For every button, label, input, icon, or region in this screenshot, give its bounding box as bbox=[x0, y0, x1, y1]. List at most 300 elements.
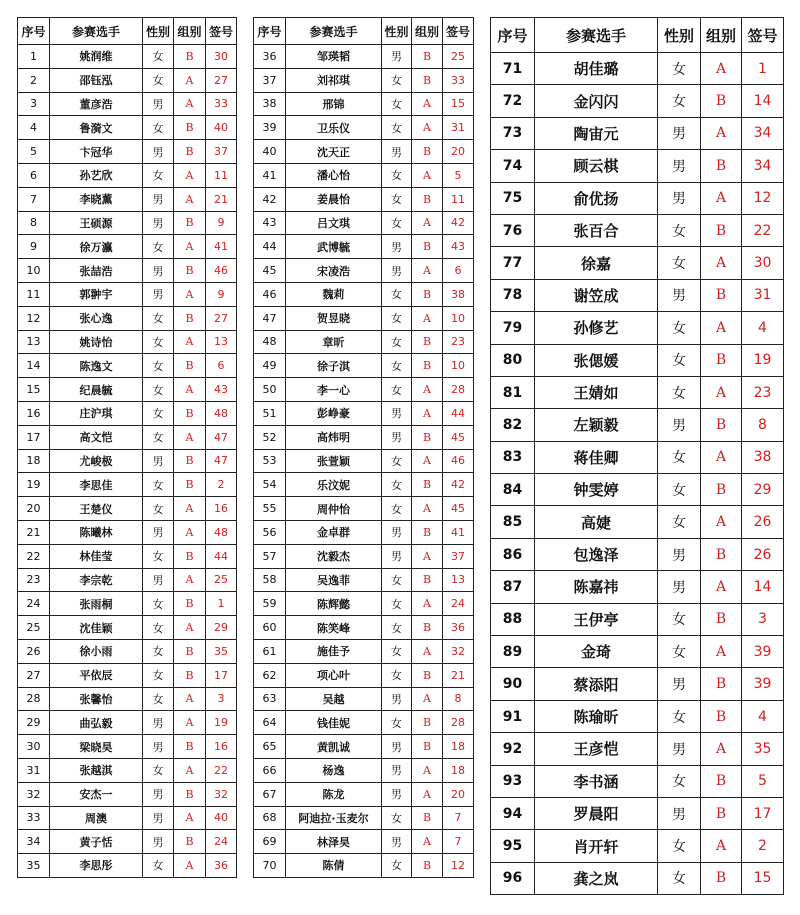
draw-cell: 15 bbox=[742, 862, 784, 894]
gender-cell: 女 bbox=[143, 163, 174, 187]
draw-cell: 34 bbox=[742, 117, 784, 149]
name-cell: 彭峥豪 bbox=[286, 401, 382, 425]
seq-cell: 51 bbox=[254, 401, 286, 425]
gender-cell: 男 bbox=[658, 797, 701, 829]
group-cell: B bbox=[701, 700, 742, 732]
draw-cell: 33 bbox=[443, 68, 474, 92]
gender-cell: 女 bbox=[382, 568, 412, 592]
group-cell: B bbox=[412, 45, 443, 69]
table-row bbox=[254, 259, 474, 283]
name-cell: 周仲怡 bbox=[286, 497, 382, 521]
seq-cell: 25 bbox=[18, 616, 50, 640]
table-row bbox=[254, 163, 474, 187]
group-cell: A bbox=[174, 235, 206, 259]
draw-cell: 10 bbox=[443, 354, 474, 378]
group-cell: B bbox=[412, 330, 443, 354]
gender-cell: 女 bbox=[143, 116, 174, 140]
name-cell: 林佳莹 bbox=[50, 544, 143, 568]
draw-cell: 15 bbox=[443, 92, 474, 116]
draw-cell: 32 bbox=[443, 639, 474, 663]
draw-cell: 38 bbox=[443, 282, 474, 306]
name-cell: 武博毓 bbox=[286, 235, 382, 259]
seq-cell: 64 bbox=[254, 711, 286, 735]
name-cell: 张萱颖 bbox=[286, 449, 382, 473]
table-row bbox=[18, 520, 237, 544]
seq-cell: 93 bbox=[491, 765, 535, 797]
name-cell: 蔡添阳 bbox=[535, 668, 658, 700]
seq-cell: 70 bbox=[254, 854, 286, 878]
gender-cell: 女 bbox=[143, 306, 174, 330]
table-row bbox=[18, 187, 237, 211]
table-row bbox=[18, 354, 237, 378]
seq-cell: 86 bbox=[491, 538, 535, 570]
table-row bbox=[254, 854, 474, 878]
group-cell: B bbox=[174, 354, 206, 378]
name-cell: 庄沪琪 bbox=[50, 401, 143, 425]
name-cell: 张雨桐 bbox=[50, 592, 143, 616]
table-row bbox=[254, 544, 474, 568]
gender-cell: 男 bbox=[382, 425, 412, 449]
group-cell: B bbox=[412, 354, 443, 378]
name-cell: 周澳 bbox=[50, 806, 143, 830]
group-cell: A bbox=[701, 247, 742, 279]
name-cell: 张偲媛 bbox=[535, 344, 658, 376]
name-cell: 王彦恺 bbox=[535, 733, 658, 765]
draw-cell: 5 bbox=[742, 765, 784, 797]
seq-cell: 11 bbox=[18, 282, 50, 306]
seq-cell: 96 bbox=[491, 862, 535, 894]
name-cell: 陈倩 bbox=[286, 854, 382, 878]
table-row bbox=[254, 616, 474, 640]
seq-cell: 31 bbox=[18, 758, 50, 782]
table-row bbox=[491, 700, 784, 732]
draw-cell: 16 bbox=[206, 735, 237, 759]
gender-cell: 女 bbox=[143, 687, 174, 711]
table-row bbox=[18, 639, 237, 663]
name-cell: 徐嘉 bbox=[535, 247, 658, 279]
gender-cell: 男 bbox=[658, 538, 701, 570]
group-cell: B bbox=[701, 409, 742, 441]
gender-cell: 男 bbox=[382, 687, 412, 711]
table-row bbox=[18, 211, 237, 235]
gender-cell: 男 bbox=[382, 140, 412, 164]
seq-cell: 30 bbox=[18, 735, 50, 759]
roster-table-1 bbox=[17, 17, 237, 878]
draw-cell: 37 bbox=[443, 544, 474, 568]
seq-cell: 45 bbox=[254, 259, 286, 283]
name-cell: 张心逸 bbox=[50, 306, 143, 330]
table-row bbox=[18, 425, 237, 449]
table-row bbox=[491, 765, 784, 797]
group-cell: A bbox=[701, 53, 742, 85]
table-row bbox=[254, 568, 474, 592]
name-cell: 金琦 bbox=[535, 636, 658, 668]
table-row bbox=[491, 830, 784, 862]
table-row bbox=[254, 378, 474, 402]
gender-cell: 男 bbox=[143, 806, 174, 830]
gender-cell: 女 bbox=[658, 636, 701, 668]
seq-cell: 23 bbox=[18, 568, 50, 592]
gender-cell: 女 bbox=[143, 425, 174, 449]
name-cell: 卫乐仪 bbox=[286, 116, 382, 140]
gender-cell: 女 bbox=[143, 758, 174, 782]
group-cell: A bbox=[174, 163, 206, 187]
name-cell: 龚之岚 bbox=[535, 862, 658, 894]
gender-cell: 女 bbox=[143, 45, 174, 69]
table-row bbox=[491, 182, 784, 214]
seq-cell: 87 bbox=[491, 571, 535, 603]
draw-cell: 24 bbox=[206, 830, 237, 854]
table-row bbox=[254, 711, 474, 735]
seq-cell: 35 bbox=[18, 854, 50, 878]
table-row bbox=[18, 330, 237, 354]
group-cell: A bbox=[412, 782, 443, 806]
gender-cell: 男 bbox=[658, 279, 701, 311]
gender-cell: 男 bbox=[143, 830, 174, 854]
name-cell: 陶宙元 bbox=[535, 117, 658, 149]
seq-cell: 49 bbox=[254, 354, 286, 378]
name-cell: 李书涵 bbox=[535, 765, 658, 797]
draw-cell: 38 bbox=[742, 441, 784, 473]
gender-cell: 女 bbox=[143, 592, 174, 616]
group-cell: B bbox=[412, 140, 443, 164]
draw-cell: 48 bbox=[206, 401, 237, 425]
seq-cell: 1 bbox=[18, 45, 50, 69]
group-cell: A bbox=[412, 830, 443, 854]
table-row bbox=[18, 45, 237, 69]
gender-cell: 女 bbox=[143, 401, 174, 425]
draw-cell: 23 bbox=[443, 330, 474, 354]
table-row bbox=[18, 235, 237, 259]
draw-cell: 2 bbox=[742, 830, 784, 862]
gender-cell: 男 bbox=[382, 830, 412, 854]
gender-cell: 男 bbox=[658, 571, 701, 603]
group-cell: A bbox=[412, 687, 443, 711]
gender-cell: 女 bbox=[382, 449, 412, 473]
group-cell: B bbox=[412, 806, 443, 830]
header-name: 参赛选手 bbox=[286, 18, 382, 45]
name-cell: 鲁漪文 bbox=[50, 116, 143, 140]
gender-cell: 女 bbox=[658, 603, 701, 635]
group-cell: B bbox=[412, 473, 443, 497]
draw-cell: 28 bbox=[443, 378, 474, 402]
draw-cell: 33 bbox=[206, 92, 237, 116]
seq-cell: 33 bbox=[18, 806, 50, 830]
draw-cell: 35 bbox=[206, 639, 237, 663]
name-cell: 胡佳璐 bbox=[535, 53, 658, 85]
gender-cell: 女 bbox=[658, 765, 701, 797]
draw-cell: 27 bbox=[206, 68, 237, 92]
group-cell: A bbox=[412, 592, 443, 616]
draw-cell: 18 bbox=[443, 735, 474, 759]
gender-cell: 女 bbox=[658, 85, 701, 117]
gender-cell: 女 bbox=[658, 441, 701, 473]
draw-cell: 9 bbox=[206, 211, 237, 235]
group-cell: B bbox=[174, 544, 206, 568]
name-cell: 黄凯诚 bbox=[286, 735, 382, 759]
gender-cell: 女 bbox=[382, 616, 412, 640]
draw-cell: 21 bbox=[443, 663, 474, 687]
table-row bbox=[491, 603, 784, 635]
draw-cell: 30 bbox=[206, 45, 237, 69]
gender-cell: 女 bbox=[143, 639, 174, 663]
table-row bbox=[18, 711, 237, 735]
gender-cell: 男 bbox=[143, 140, 174, 164]
name-cell: 邵钰泓 bbox=[50, 68, 143, 92]
group-cell: B bbox=[701, 85, 742, 117]
seq-cell: 55 bbox=[254, 497, 286, 521]
draw-cell: 42 bbox=[443, 473, 474, 497]
group-cell: A bbox=[701, 506, 742, 538]
table-row bbox=[254, 425, 474, 449]
draw-cell: 44 bbox=[206, 544, 237, 568]
draw-cell: 31 bbox=[742, 279, 784, 311]
table-body bbox=[491, 53, 784, 895]
name-cell: 吴越 bbox=[286, 687, 382, 711]
seq-cell: 46 bbox=[254, 282, 286, 306]
draw-cell: 21 bbox=[206, 187, 237, 211]
group-cell: B bbox=[174, 211, 206, 235]
seq-cell: 27 bbox=[18, 663, 50, 687]
seq-cell: 8 bbox=[18, 211, 50, 235]
draw-cell: 12 bbox=[443, 854, 474, 878]
seq-cell: 12 bbox=[18, 306, 50, 330]
draw-cell: 44 bbox=[443, 401, 474, 425]
name-cell: 高炜明 bbox=[286, 425, 382, 449]
seq-cell: 77 bbox=[491, 247, 535, 279]
gender-cell: 男 bbox=[143, 449, 174, 473]
table-row bbox=[254, 354, 474, 378]
seq-cell: 5 bbox=[18, 140, 50, 164]
gender-cell: 男 bbox=[143, 92, 174, 116]
group-cell: B bbox=[412, 568, 443, 592]
name-cell: 施佳予 bbox=[286, 639, 382, 663]
table-row bbox=[254, 92, 474, 116]
seq-cell: 89 bbox=[491, 636, 535, 668]
seq-cell: 53 bbox=[254, 449, 286, 473]
seq-cell: 88 bbox=[491, 603, 535, 635]
group-cell: A bbox=[701, 182, 742, 214]
seq-cell: 73 bbox=[491, 117, 535, 149]
table-row bbox=[254, 45, 474, 69]
table-row bbox=[18, 592, 237, 616]
group-cell: A bbox=[701, 441, 742, 473]
name-cell: 徐子淇 bbox=[286, 354, 382, 378]
table-row bbox=[254, 116, 474, 140]
table-row bbox=[18, 140, 237, 164]
name-cell: 王硕源 bbox=[50, 211, 143, 235]
group-cell: B bbox=[701, 474, 742, 506]
name-cell: 宋凌浩 bbox=[286, 259, 382, 283]
draw-cell: 6 bbox=[206, 354, 237, 378]
seq-cell: 16 bbox=[18, 401, 50, 425]
table-row bbox=[254, 401, 474, 425]
table-row bbox=[254, 282, 474, 306]
header-gender: 性别 bbox=[143, 18, 174, 45]
gender-cell: 男 bbox=[382, 758, 412, 782]
table-row bbox=[491, 474, 784, 506]
seq-cell: 42 bbox=[254, 187, 286, 211]
draw-cell: 7 bbox=[443, 830, 474, 854]
draw-cell: 29 bbox=[206, 616, 237, 640]
seq-cell: 21 bbox=[18, 520, 50, 544]
name-cell: 安杰一 bbox=[50, 782, 143, 806]
gender-cell: 男 bbox=[382, 544, 412, 568]
group-cell: B bbox=[412, 663, 443, 687]
draw-cell: 24 bbox=[443, 592, 474, 616]
draw-cell: 18 bbox=[443, 758, 474, 782]
draw-cell: 11 bbox=[206, 163, 237, 187]
name-cell: 钱佳妮 bbox=[286, 711, 382, 735]
seq-cell: 39 bbox=[254, 116, 286, 140]
seq-cell: 6 bbox=[18, 163, 50, 187]
seq-cell: 37 bbox=[254, 68, 286, 92]
draw-cell: 42 bbox=[443, 211, 474, 235]
table-row bbox=[254, 497, 474, 521]
name-cell: 平依辰 bbox=[50, 663, 143, 687]
table-row bbox=[491, 441, 784, 473]
draw-cell: 20 bbox=[443, 140, 474, 164]
table-row bbox=[254, 639, 474, 663]
group-cell: B bbox=[412, 711, 443, 735]
table-row bbox=[491, 571, 784, 603]
group-cell: A bbox=[412, 259, 443, 283]
gender-cell: 男 bbox=[658, 117, 701, 149]
seq-cell: 2 bbox=[18, 68, 50, 92]
name-cell: 左颖毅 bbox=[535, 409, 658, 441]
header-draw: 签号 bbox=[742, 18, 784, 53]
group-cell: B bbox=[412, 616, 443, 640]
group-cell: A bbox=[412, 544, 443, 568]
table-row bbox=[491, 247, 784, 279]
name-cell: 梁晓昊 bbox=[50, 735, 143, 759]
draw-cell: 16 bbox=[206, 497, 237, 521]
group-cell: A bbox=[174, 378, 206, 402]
header-group: 组别 bbox=[412, 18, 443, 45]
seq-cell: 29 bbox=[18, 711, 50, 735]
name-cell: 吴逸菲 bbox=[286, 568, 382, 592]
table-body bbox=[254, 45, 474, 878]
header-seq: 序号 bbox=[18, 18, 50, 45]
table-row bbox=[18, 378, 237, 402]
group-cell: A bbox=[412, 639, 443, 663]
table-row bbox=[491, 150, 784, 182]
draw-cell: 22 bbox=[742, 214, 784, 246]
group-cell: B bbox=[701, 862, 742, 894]
draw-cell: 22 bbox=[206, 758, 237, 782]
group-cell: B bbox=[412, 854, 443, 878]
seq-cell: 22 bbox=[18, 544, 50, 568]
name-cell: 姜晨怡 bbox=[286, 187, 382, 211]
group-cell: A bbox=[412, 401, 443, 425]
draw-cell: 17 bbox=[206, 663, 237, 687]
draw-cell: 36 bbox=[443, 616, 474, 640]
group-cell: B bbox=[174, 259, 206, 283]
draw-cell: 29 bbox=[742, 474, 784, 506]
table-header bbox=[491, 18, 784, 53]
group-cell: A bbox=[174, 92, 206, 116]
name-cell: 张喆浩 bbox=[50, 259, 143, 283]
gender-cell: 女 bbox=[382, 68, 412, 92]
table-row bbox=[18, 401, 237, 425]
group-cell: B bbox=[174, 830, 206, 854]
seq-cell: 82 bbox=[491, 409, 535, 441]
group-cell: B bbox=[174, 639, 206, 663]
seq-cell: 3 bbox=[18, 92, 50, 116]
table-row bbox=[18, 473, 237, 497]
table-row bbox=[18, 806, 237, 830]
group-cell: A bbox=[174, 68, 206, 92]
table-row bbox=[254, 306, 474, 330]
name-cell: 李一心 bbox=[286, 378, 382, 402]
draw-cell: 8 bbox=[742, 409, 784, 441]
group-cell: A bbox=[174, 187, 206, 211]
gender-cell: 女 bbox=[382, 663, 412, 687]
gender-cell: 女 bbox=[382, 282, 412, 306]
gender-cell: 女 bbox=[382, 592, 412, 616]
name-cell: 尤峻极 bbox=[50, 449, 143, 473]
header-draw: 签号 bbox=[206, 18, 237, 45]
gender-cell: 女 bbox=[382, 854, 412, 878]
gender-cell: 男 bbox=[382, 735, 412, 759]
draw-cell: 8 bbox=[443, 687, 474, 711]
name-cell: 李晓薫 bbox=[50, 187, 143, 211]
seq-cell: 68 bbox=[254, 806, 286, 830]
draw-cell: 31 bbox=[443, 116, 474, 140]
table-row bbox=[254, 187, 474, 211]
seq-cell: 83 bbox=[491, 441, 535, 473]
name-cell: 罗晨阳 bbox=[535, 797, 658, 829]
group-cell: B bbox=[701, 603, 742, 635]
header-seq: 序号 bbox=[254, 18, 286, 45]
name-cell: 王伊亭 bbox=[535, 603, 658, 635]
draw-cell: 48 bbox=[206, 520, 237, 544]
seq-cell: 58 bbox=[254, 568, 286, 592]
draw-cell: 17 bbox=[742, 797, 784, 829]
header-seq: 序号 bbox=[491, 18, 535, 53]
gender-cell: 女 bbox=[143, 378, 174, 402]
draw-cell: 35 bbox=[742, 733, 784, 765]
seq-cell: 10 bbox=[18, 259, 50, 283]
name-cell: 纪晨毓 bbox=[50, 378, 143, 402]
draw-cell: 46 bbox=[443, 449, 474, 473]
name-cell: 邹瑛韬 bbox=[286, 45, 382, 69]
group-cell: A bbox=[174, 282, 206, 306]
seq-cell: 48 bbox=[254, 330, 286, 354]
seq-cell: 28 bbox=[18, 687, 50, 711]
group-cell: B bbox=[701, 214, 742, 246]
draw-cell: 1 bbox=[206, 592, 237, 616]
gender-cell: 女 bbox=[658, 474, 701, 506]
name-cell: 蒋佳卿 bbox=[535, 441, 658, 473]
gender-cell: 女 bbox=[382, 330, 412, 354]
seq-cell: 75 bbox=[491, 182, 535, 214]
table-row bbox=[18, 497, 237, 521]
draw-cell: 41 bbox=[206, 235, 237, 259]
group-cell: A bbox=[174, 616, 206, 640]
gender-cell: 女 bbox=[143, 544, 174, 568]
gender-cell: 女 bbox=[382, 711, 412, 735]
draw-cell: 45 bbox=[443, 497, 474, 521]
name-cell: 李思彤 bbox=[50, 854, 143, 878]
draw-cell: 12 bbox=[742, 182, 784, 214]
seq-cell: 7 bbox=[18, 187, 50, 211]
gender-cell: 男 bbox=[143, 735, 174, 759]
name-cell: 乐汶妮 bbox=[286, 473, 382, 497]
table-row bbox=[254, 449, 474, 473]
draw-cell: 10 bbox=[443, 306, 474, 330]
table-row bbox=[491, 636, 784, 668]
